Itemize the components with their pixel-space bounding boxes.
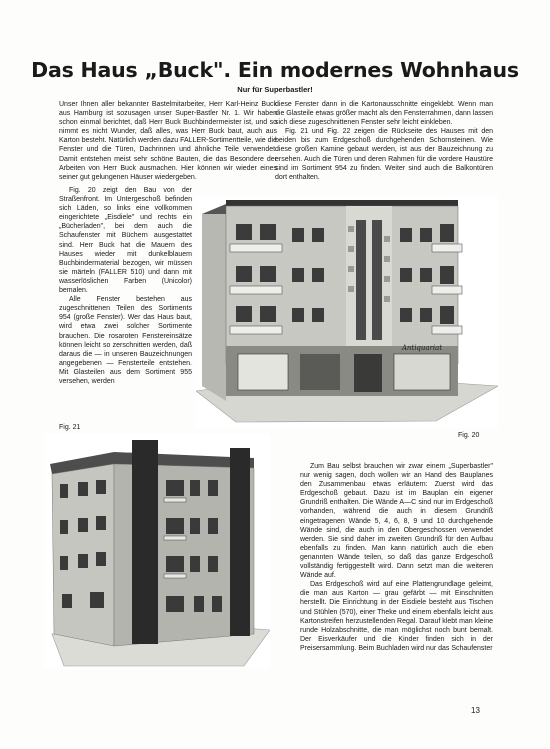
- paragraph: Das Erdgeschoß wird auf eine Plattengrundlage geleimt, die man aus Karton — grau gefärbt — mit Einschnitten herstellt. Die Einrichtung in der Eisdiele besteht aus Tischen und Stühlen (570), einer Theke und einem ebenfalls leicht aus Kartonstreifen herzustellenden Regal. Darauf klebt man kleine runde Holzabschnitte, die man möglichst noch bunt bemalt. Der Eisverkäufer und die Kinder finden sich in der Preisersammlung. Beim Buchladen wird nur das Schaufenster: [300, 581, 493, 652]
- paragraph: Unser Ihnen aller bekannter Bastelmitarbeiter, Herr Karl-Heinz Buck aus Hamburg ist sozusagen unser Super-Bastler Nr. 1. Wir haben schon einmal berichtet, daß Herr Buck Buchbindermeister ist, und so nimmt es nicht Wunder, daß alles, was Herr Buck baut, auch aus Karton besteht. Natürlich werden dazu FALLER-Sortimentteile, wie die Fenster und die Türen, Dachrinnen und ähnliche Teile verwendet. Damit entstehen meist sehr schöne Bauten, die das Besondere der Arbeiten von Herr Buck ausmachen. Hier können wir wieder eines seiner gut gelungenen Häuser wiedergeben.: [59, 101, 277, 181]
- paragraph: diese Fenster dann in die Kartonausschnitte eingeklebt. Wenn man die Glasteile etwas größer macht als den Fensterrahmen, dann lassen sich diese zugeschnittenen Fenster sehr leicht einkleben.: [275, 101, 493, 127]
- text-column-left: [59, 100, 277, 182]
- paragraph: Alle Fenster bestehen aus zugeschnittenen Teilen des Sortiments 954 (große Fenster). Wer das Haus baut, wird etwa zwei solcher Sortimente brauchen. Die rosaroten Fenstereinsätze können leicht so zerschnitten werden, daß daraus die — in unseren Bauzeichnungen angegebenen — Fensterteile entstehen. Mit Glasteilen aus dem Sortiment 955 versehen, werden: [59, 296, 192, 385]
- figure-20-caption: Fig. 20: [458, 432, 480, 439]
- article-title: Das Haus „Buck". Ein modernes Wohnhaus: [31, 58, 519, 82]
- text-column-right-top: [275, 100, 493, 182]
- article-subtitle: Nur für Superbastler!: [237, 85, 313, 94]
- paragraph: Zum Bau selbst brauchen wir zwar einem „Superbastler" nur wenig sagen, doch wollen wir an Hand des Bauplanes den Zusammenbau etwas erläutern: Zuerst wird das Erdgeschoß gebaut. Dazu ist im Bauplan ein eigener Grundriß enthalten. Die Wände A—C sind nur im Erdgeschoß vorhanden, während die auch in diesem Grundriß eingetragenen Wände 5, 4, 6, 8, 9 und 10 durchgehende Wände sind, die auch in den Obergeschossen verwendet werden. Sie sind daher im zweiten Grundriß für den Aufbau ebenfalls zu finden. Man kann natürlich auch die eben genannten Wände teilen, so daß das ganze Erdgeschoß vollständig fertiggestellt wird. Dann setzt man die weiteren Wände auf.: [300, 463, 493, 580]
- text-column-right-bottom: [300, 462, 493, 653]
- figure-21-caption: Fig. 21: [59, 424, 81, 431]
- paragraph: Fig. 21 und Fig. 22 zeigen die Rückseite des Hauses mit den beiden bis zum Erdgeschoß durchgehenden Schornsteinen. Wie diese großen Kamine gebaut werden, ist aus der Bauzeichnung zu ersehen. Auch die Türen und deren Rahmen für die vordere Haustüre sind im Sortiment 954 zu finden. Weiter sind auch die Balkontüren dort enthalten.: [275, 128, 493, 181]
- shop-sign: Antiquariat: [401, 344, 443, 352]
- figure-21-photo: [44, 434, 270, 668]
- paragraph: Fig. 20 zeigt den Bau von der Straßenfront. Im Untergeschoß befinden sich Läden, so links eine vollkommen eingerichtete „Eisdiele" und rechts ein „Bücherladen", bei dem auch die Schaufenster mit Büchern ausgestattet sind. Herr Buck hat die Mauern des Hauses wieder mit dunkelblauem Buchbindermaterial bezogen, wir müssen sie märteln (FALLER 510) und dann mit wasserlöslichen Farben (Unicolor) bemalen.: [59, 187, 192, 295]
- page-number: 13: [471, 706, 480, 715]
- text-column-left-narrow: [59, 186, 192, 386]
- figure-20-photo: [196, 196, 498, 428]
